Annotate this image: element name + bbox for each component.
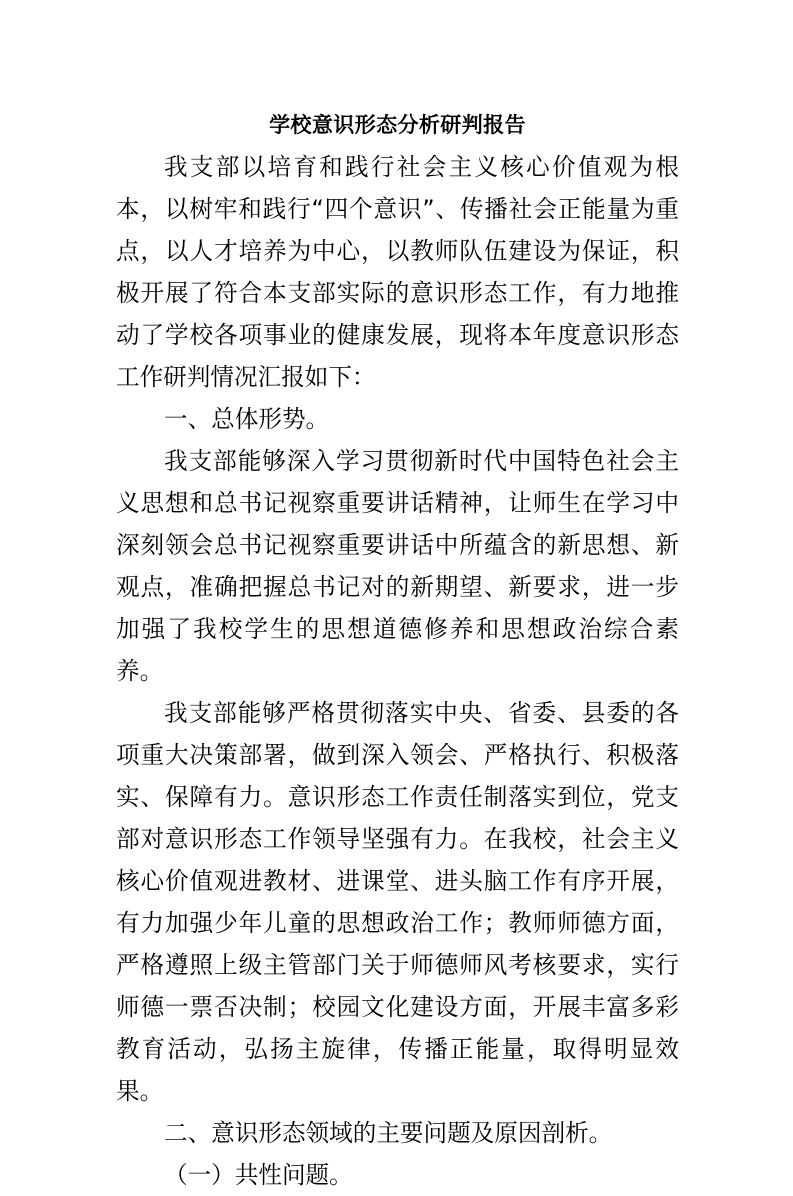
subsection-heading-one: （一）共性问题。 (164, 1161, 353, 1189)
paragraph-overall-situation-1: 我支部能够深入学习贯彻新时代中国特色社会主义思想和总书记视察重要讲话精神，让师生在学习中深刻领会总书记视察重要讲话中所蕴含的新思想、新观点，准确把握总书记对的新期望、新要求，进一步加强了我校学生的思想道德修养和思想政治综合素养。 (116, 447, 679, 685)
paragraph-overall-situation-2: 我支部能够严格贯彻落实中央、省委、县委的各项重大决策部署，做到深入领会、严格执行、积极落实、保障有力。意识形态工作责任制落实到位，党支部对意识形态工作领导坚强有力。在我校，社会主义核心价值观进教材、进课堂、进头脑工作有序开展，有力加强少年儿童的思想政治工作；教师师德方面，严格遵照上级主管部门关于师德师风考核要求，实行师德一票否决制；校园文化建设方面，开展丰富多彩教育活动，弘扬主旋律，传播正能量，取得明显效果。 (116, 699, 679, 1105)
section-heading-two: 二、意识形态领域的主要问题及原因剖析。 (164, 1119, 613, 1147)
document-content (116, 104, 679, 1196)
page-title: 学校意识形态分析研判报告 (269, 113, 526, 137)
section-heading-one: 一、总体形势。 (164, 405, 330, 433)
paragraph-intro: 我支部以培育和践行社会主义核心价值观为根本，以树牢和践行“四个意识”、传播社会正能量为重点，以人才培养为中心，以教师队伍建设为保证，积极开展了符合本支部实际的意识形态工作，有力地推动了学校各项事业的健康发展，现将本年度意识形态工作研判情况汇报如下： (116, 153, 679, 391)
